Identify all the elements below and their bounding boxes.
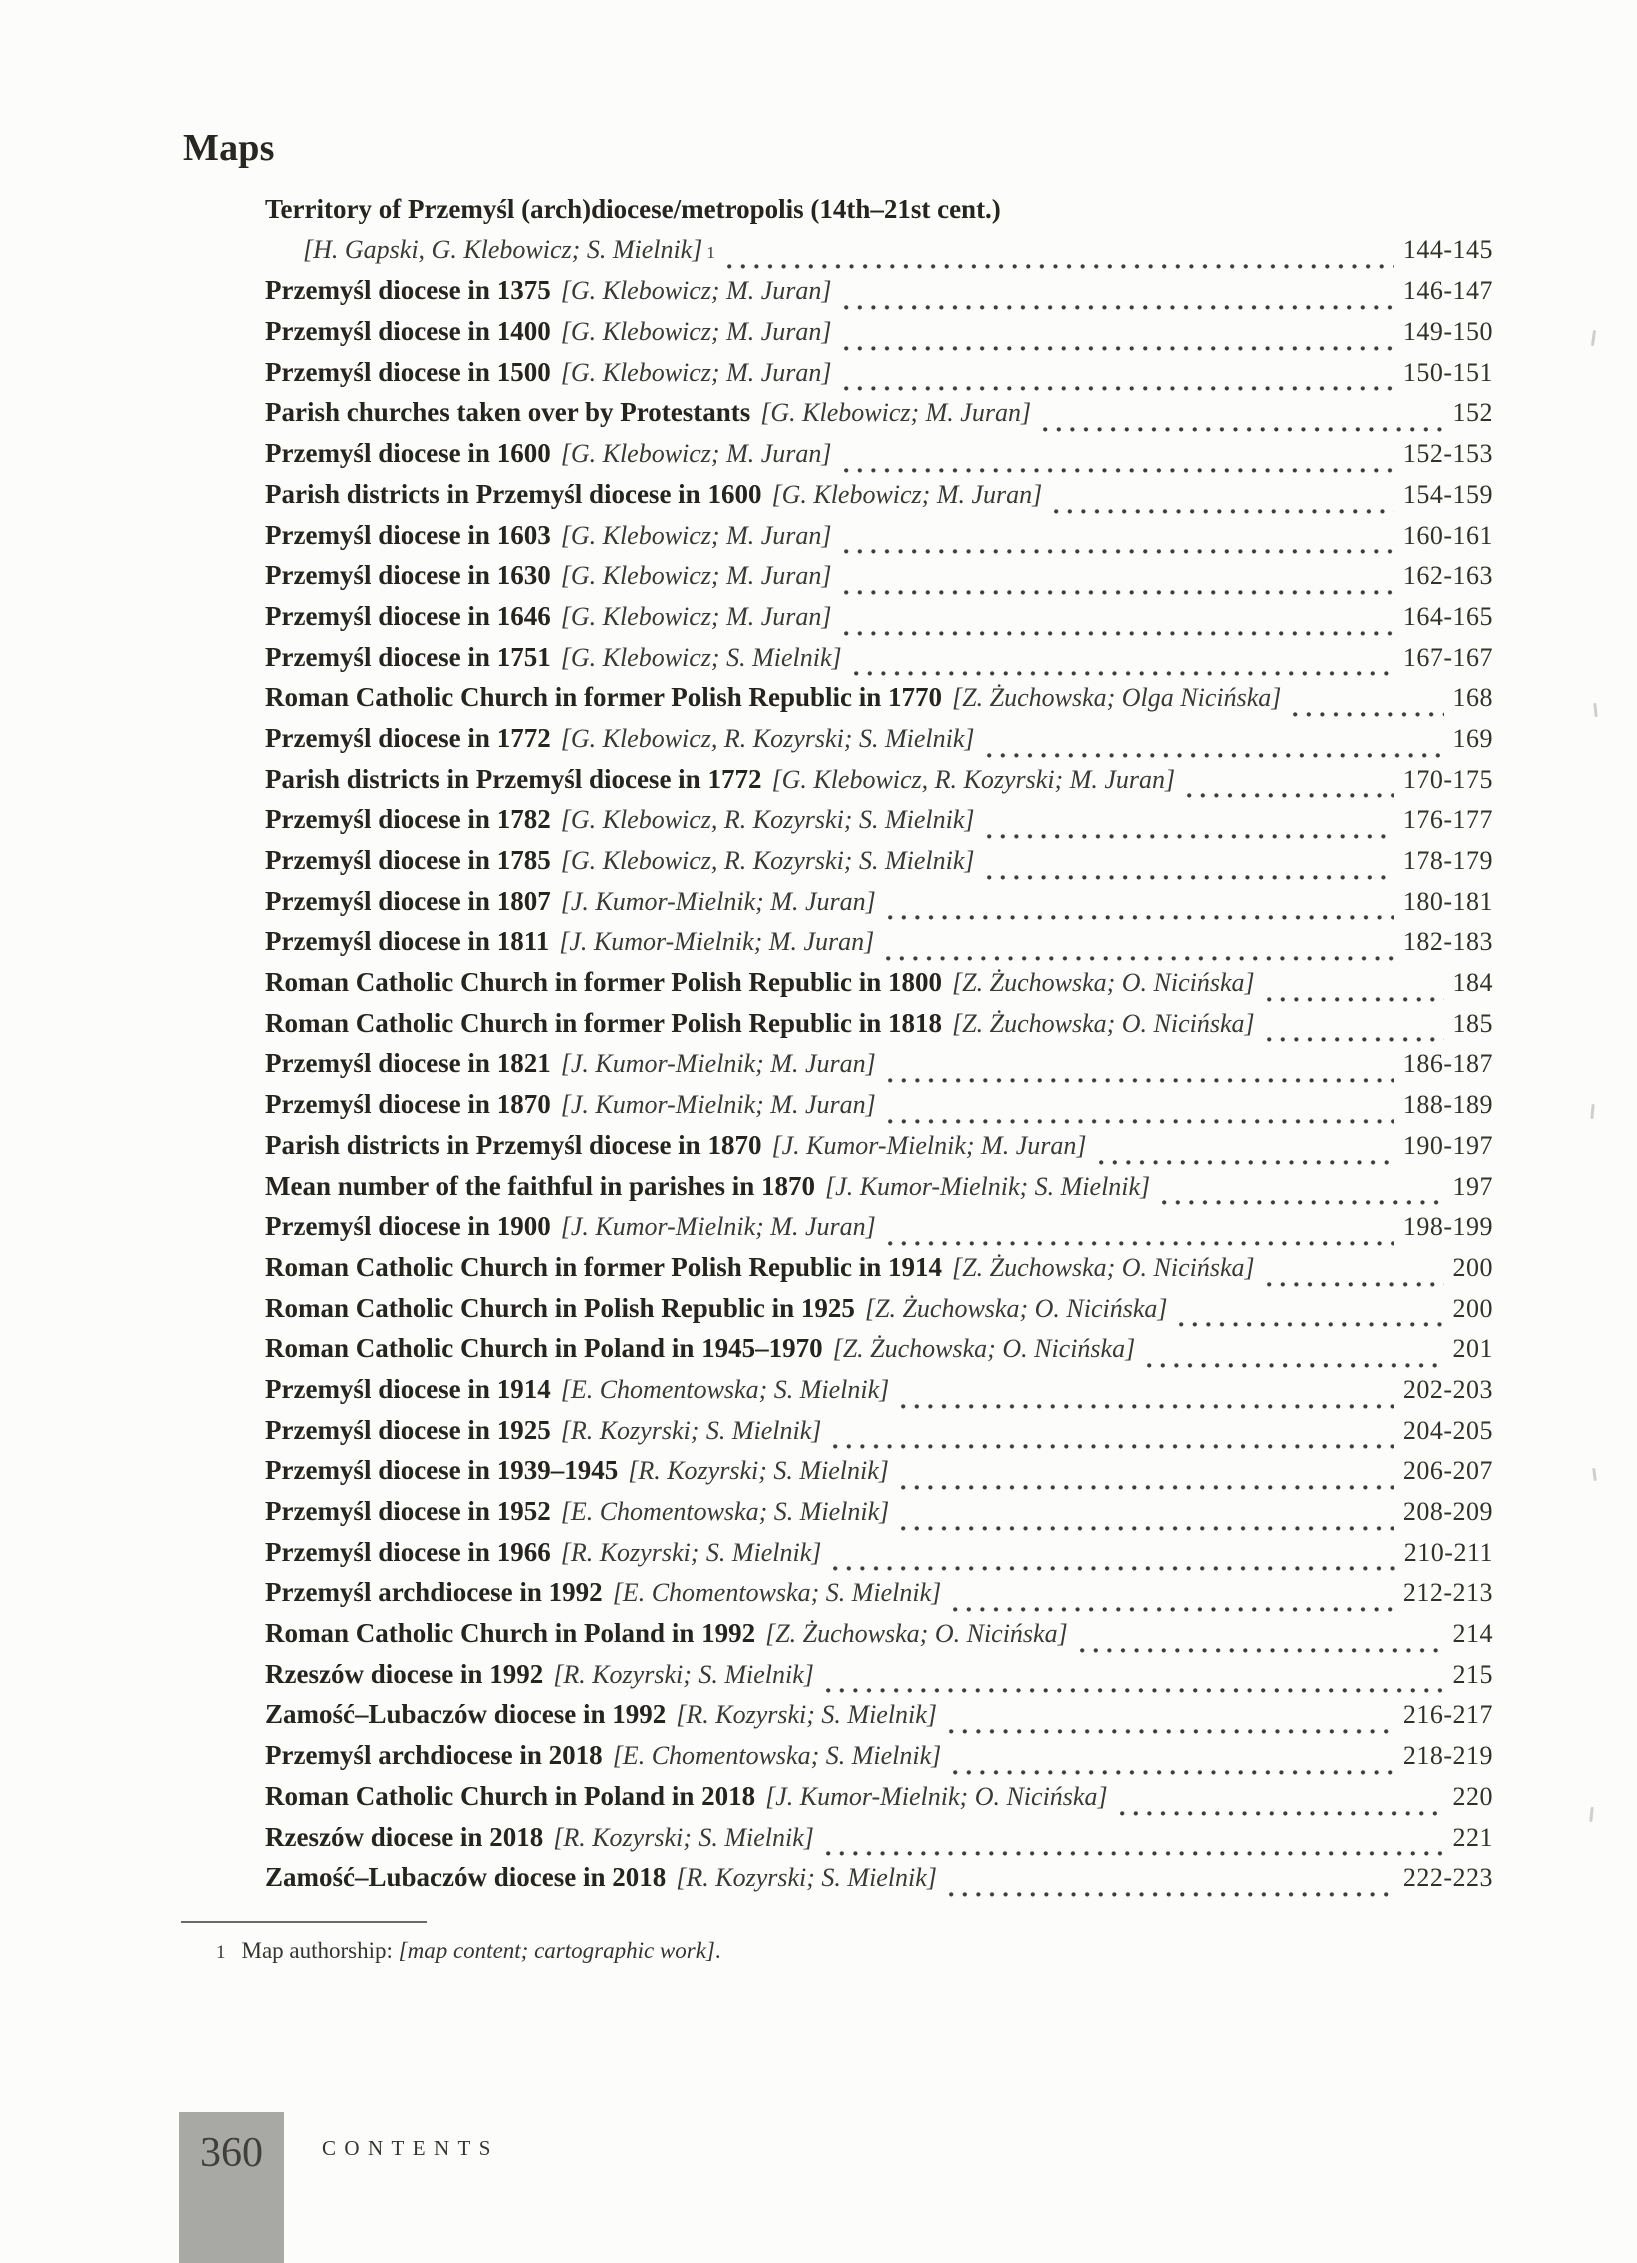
entry-pages: 170-175	[1402, 764, 1493, 794]
entry-pages: 154-159	[1402, 479, 1493, 509]
dot-leader	[833, 1444, 1393, 1449]
entry-title: Parish districts in Przemyśl diocese in 1772	[265, 763, 762, 794]
entry-authors: [J. Kumor-Mielnik; M. Juran]	[559, 927, 875, 957]
entry-authors: [R. Kozyrski; S. Mielnik]	[553, 1659, 814, 1689]
toc-entry	[265, 194, 1493, 235]
entry-authors: [G. Klebowicz; M. Juran]	[560, 276, 832, 306]
entry-title: Przemyśl diocese in 1751	[265, 641, 551, 672]
entry-pages: 200	[1452, 1293, 1493, 1323]
entry-authors: [R. Kozyrski; S. Mielnik]	[553, 1822, 814, 1852]
entry-authors: [G. Klebowicz; M. Juran]	[560, 317, 832, 347]
entry-authors: [Z. Żuchowska; O. Nicińska]	[952, 1252, 1255, 1282]
toc-entry	[265, 1618, 1493, 1659]
entry-title: Rzeszów diocese in 2018	[265, 1821, 544, 1852]
toc-entry	[265, 1659, 1493, 1700]
entry-title: Territory of Przemyśl (arch)diocese/metropolis (14th–21st cent.)	[265, 194, 1001, 224]
toc-entry	[265, 1537, 1493, 1578]
entry-title: Przemyśl diocese in 1600	[265, 438, 551, 469]
footnote-text: Map authorship:	[241, 1938, 399, 1963]
entry-title: Mean number of the faithful in parishes in 1870	[265, 1170, 816, 1201]
entry-pages: 160-161	[1402, 520, 1493, 550]
dot-leader	[987, 753, 1444, 758]
dot-leader	[949, 1892, 1394, 1897]
toc-entry	[265, 1496, 1493, 1537]
entry-pages: 178-179	[1402, 846, 1493, 875]
entry-title: Parish districts in Przemyśl diocese in 1600	[265, 478, 762, 509]
dot-leader	[1293, 712, 1443, 717]
entry-title: Przemyśl diocese in 1603	[265, 519, 551, 550]
page-number: 360	[200, 2130, 263, 2176]
entry-title: Przemyśl diocese in 1772	[265, 722, 551, 753]
entry-pages: 146-147	[1402, 276, 1493, 306]
entry-title: Roman Catholic Church in former Polish Republic in 1770	[265, 682, 943, 713]
entry-pages: 221	[1452, 1822, 1493, 1852]
toc-entry	[265, 1252, 1493, 1293]
entry-authors: [E. Chomentowska; S. Mielnik]	[612, 1741, 942, 1771]
entry-authors: [Z. Żuchowska; O. Nicińska]	[952, 968, 1255, 998]
entry-title: Przemyśl diocese in 1807	[265, 885, 551, 916]
entry-title: Przemyśl diocese in 1939–1945	[265, 1455, 619, 1486]
entry-title: Przemyśl diocese in 1966	[265, 1536, 551, 1567]
dot-leader	[844, 386, 1394, 391]
dot-leader	[1054, 509, 1394, 514]
entry-authors: [J. Kumor-Mielnik; M. Juran]	[560, 1090, 876, 1120]
entry-authors: [R. Kozyrski; S. Mielnik]	[676, 1863, 937, 1893]
footnote	[216, 1938, 721, 1964]
toc-entry	[265, 479, 1493, 520]
dot-leader	[1120, 1811, 1444, 1816]
entry-authors: [G. Klebowicz; M. Juran]	[760, 398, 1032, 428]
entry-authors: [G. Klebowicz; S. Mielnik]	[560, 642, 842, 672]
entry-pages: 218-219	[1402, 1741, 1493, 1771]
toc-entry	[265, 1008, 1493, 1049]
entry-title: Przemyśl diocese in 1821	[265, 1048, 551, 1079]
dot-leader	[1080, 1648, 1444, 1653]
entry-title: Przemyśl diocese in 1952	[265, 1496, 551, 1526]
entry-pages: 144-145	[1402, 234, 1493, 264]
entry-title: Przemyśl diocese in 1811	[265, 926, 550, 957]
entry-authors: [J. Kumor-Mielnik; M. Juran]	[560, 1212, 876, 1242]
toc-entry	[265, 1740, 1493, 1781]
entry-authors: [G. Klebowicz, R. Kozyrski; M. Juran]	[771, 764, 1176, 794]
toc-entry	[265, 1415, 1493, 1456]
entry-title: Zamość–Lubaczów diocese in 2018	[265, 1862, 667, 1893]
toc-entry	[265, 601, 1493, 642]
toc-list	[265, 194, 1493, 1903]
entry-title: Przemyśl diocese in 1375	[265, 275, 551, 306]
entry-title: Roman Catholic Church in former Polish Republic in 1818	[265, 1007, 943, 1038]
entry-authors: [G. Klebowicz; M. Juran]	[560, 439, 832, 469]
entry-pages: 149-150	[1402, 317, 1493, 347]
entry-pages: 180-181	[1402, 886, 1493, 916]
entry-title: Przemyśl diocese in 1900	[265, 1211, 551, 1242]
toc-entry	[265, 886, 1493, 927]
toc-entry	[265, 316, 1493, 357]
entry-pages: 220	[1452, 1781, 1493, 1811]
entry-authors: [Z. Żuchowska; O. Nicińska]	[864, 1293, 1168, 1323]
toc-entry	[265, 1048, 1493, 1089]
entry-title: Przemyśl diocese in 1782	[265, 804, 551, 835]
entry-authors: [E. Chomentowska; S. Mielnik]	[560, 1497, 890, 1526]
entry-authors: [Z. Żuchowska; O. Nicińska]	[952, 1008, 1255, 1038]
entry-authors: [Z. Żuchowska; Olga Nicińska]	[952, 683, 1282, 713]
toc-entry	[265, 1699, 1493, 1740]
dot-leader	[888, 1119, 1394, 1124]
page-number-block	[179, 2112, 284, 2263]
dot-leader	[1267, 1037, 1444, 1042]
entry-authors: [G. Klebowicz, R. Kozyrski; S. Mielnik]	[560, 805, 975, 835]
dot-leader	[1187, 793, 1394, 798]
entry-authors: [R. Kozyrski; S. Mielnik]	[628, 1456, 889, 1486]
footnote-reference: 1	[706, 242, 715, 262]
dot-leader	[844, 549, 1394, 554]
toc-entry	[265, 1374, 1493, 1415]
toc-entry	[265, 560, 1493, 601]
dot-leader	[826, 1688, 1444, 1693]
toc-entry	[265, 275, 1493, 316]
scan-artifact	[1591, 330, 1596, 346]
footnote-authorship-note: [map content; cartographic work]	[398, 1938, 715, 1963]
entry-title: Przemyśl diocese in 1630	[265, 560, 551, 591]
toc-entry	[265, 804, 1493, 845]
dot-leader	[844, 631, 1394, 636]
dot-leader	[1043, 427, 1443, 432]
toc-entry	[265, 1130, 1493, 1171]
toc-entry	[265, 1293, 1493, 1334]
maps-heading: Maps	[183, 127, 275, 169]
entry-title: Przemyśl diocese in 1870	[265, 1089, 551, 1120]
dot-leader	[953, 1770, 1394, 1775]
entry-authors: [J. Kumor-Mielnik; S. Mielnik]	[825, 1171, 1151, 1201]
entry-title: Przemyśl diocese in 1925	[265, 1414, 551, 1445]
dot-leader	[844, 590, 1394, 595]
running-footer-title: CONTENTS	[322, 2136, 499, 2160]
entry-authors: [G. Klebowicz; M. Juran]	[560, 520, 832, 550]
entry-title: Przemyśl diocese in 1914	[265, 1373, 551, 1404]
dot-leader	[1267, 1282, 1444, 1287]
entry-authors: [J. Kumor-Mielnik; M. Juran]	[560, 1049, 876, 1079]
toc-entry	[265, 1822, 1493, 1863]
dot-leader	[949, 1729, 1394, 1734]
entry-authors: [G. Klebowicz; M. Juran]	[560, 561, 832, 591]
entry-authors: [E. Chomentowska; S. Mielnik]	[560, 1374, 890, 1404]
entry-authors: [G. Klebowicz; M. Juran]	[560, 601, 832, 631]
entry-authors: [Z. Żuchowska; O. Nicińska]	[765, 1619, 1068, 1649]
footnote-marker: 1	[216, 1942, 226, 1963]
entry-authors: [G. Klebowicz; M. Juran]	[771, 479, 1043, 509]
entry-title: Roman Catholic Church in former Polish Republic in 1800	[265, 967, 943, 998]
dot-leader	[1162, 1200, 1443, 1205]
dot-leader	[987, 875, 1394, 880]
entry-pages: 184	[1452, 968, 1493, 998]
toc-entry	[265, 1862, 1493, 1903]
footnote-period: .	[714, 1938, 721, 1963]
dot-leader	[888, 915, 1394, 920]
entry-pages: 185	[1452, 1008, 1493, 1038]
entry-title: Przemyśl diocese in 1500	[265, 356, 551, 387]
entry-authors: [G. Klebowicz; M. Juran]	[560, 357, 832, 387]
scan-artifact	[1589, 1807, 1594, 1822]
dot-leader	[901, 1485, 1394, 1490]
entry-pages: 206-207	[1402, 1456, 1493, 1486]
entry-pages: 197	[1452, 1171, 1493, 1201]
entry-pages: 152-153	[1402, 439, 1493, 469]
toc-entry	[265, 1211, 1493, 1252]
toc-entry	[265, 1781, 1493, 1822]
toc-entry	[265, 1455, 1493, 1496]
entry-pages: 210-211	[1403, 1537, 1493, 1567]
dot-leader	[1147, 1363, 1443, 1368]
entry-pages: 164-165	[1402, 601, 1493, 631]
dot-leader	[886, 956, 1394, 961]
entry-pages: 214	[1452, 1619, 1493, 1649]
entry-title: Parish churches taken over by Protestants	[265, 397, 751, 428]
entry-authors: [Z. Żuchowska; O. Nicińska]	[832, 1334, 1136, 1364]
dot-leader	[844, 346, 1394, 351]
scan-artifact	[1593, 703, 1597, 717]
entry-pages: 208-209	[1402, 1497, 1493, 1526]
toc-entry	[265, 642, 1493, 683]
toc-entry	[265, 397, 1493, 438]
dot-leader	[901, 1404, 1394, 1409]
toc-entry	[265, 357, 1493, 398]
entry-authors: [E. Chomentowska; S. Mielnik]	[612, 1578, 942, 1608]
entry-pages: 222-223	[1402, 1863, 1493, 1893]
entry-pages: 188-189	[1402, 1090, 1493, 1120]
entry-title: Roman Catholic Church in Polish Republic in 1925	[265, 1292, 855, 1323]
entry-title: Roman Catholic Church in Poland in 1992	[265, 1618, 756, 1649]
entry-pages: 150-151	[1402, 357, 1493, 387]
entry-pages: 176-177	[1402, 805, 1493, 835]
entry-authors: [R. Kozyrski; S. Mielnik]	[676, 1700, 937, 1730]
toc-entry	[265, 1089, 1493, 1130]
entry-pages: 201	[1452, 1334, 1493, 1364]
scan-artifact	[1592, 1468, 1597, 1481]
entry-pages: 182-183	[1402, 927, 1493, 957]
entry-pages: 215	[1452, 1659, 1493, 1689]
entry-title: Przemyśl archdiocese in 1992	[265, 1577, 603, 1608]
entry-pages: 216-217	[1402, 1700, 1493, 1730]
entry-pages: 169	[1452, 723, 1493, 753]
entry-title: Parish districts in Przemyśl diocese in 1870	[265, 1129, 762, 1160]
toc-entry	[265, 438, 1493, 479]
toc-entry	[265, 845, 1493, 886]
entry-pages: 190-197	[1402, 1130, 1493, 1160]
entry-pages: 212-213	[1402, 1578, 1493, 1608]
entry-pages: 186-187	[1402, 1049, 1493, 1079]
dot-leader	[844, 468, 1394, 473]
dot-leader	[888, 1241, 1394, 1246]
entry-title: Zamość–Lubaczów diocese in 1992	[265, 1699, 667, 1730]
entry-authors: [G. Klebowicz, R. Kozyrski; S. Mielnik]	[560, 846, 975, 875]
entry-title: Przemyśl diocese in 1646	[265, 600, 551, 631]
entry-pages: 198-199	[1402, 1212, 1493, 1242]
dot-leader	[888, 1078, 1394, 1083]
dot-leader	[844, 305, 1394, 310]
toc-entry	[265, 967, 1493, 1008]
entry-authors: [G. Klebowicz, R. Kozyrski; S. Mielnik]	[560, 723, 975, 753]
entry-title: Roman Catholic Church in former Polish Republic in 1914	[265, 1251, 943, 1282]
entry-authors: [R. Kozyrski; S. Mielnik]	[560, 1537, 822, 1567]
entry-title: Przemyśl diocese in 1785	[265, 845, 551, 875]
toc-entry	[265, 520, 1493, 561]
entry-pages: 168	[1452, 683, 1493, 713]
toc-entry	[265, 682, 1493, 723]
toc-entry	[265, 723, 1493, 764]
dot-leader	[901, 1526, 1394, 1531]
entry-title: Roman Catholic Church in Poland in 1945–1970	[265, 1333, 823, 1364]
dot-leader	[826, 1851, 1444, 1856]
dot-leader	[1099, 1160, 1394, 1165]
entry-authors: [J. Kumor-Mielnik; O. Nicińska]	[765, 1781, 1108, 1811]
entry-title: Roman Catholic Church in Poland in 2018	[265, 1780, 756, 1811]
entry-pages: 167-167	[1402, 642, 1493, 672]
dot-leader	[1267, 997, 1444, 1002]
entry-pages: 200	[1452, 1252, 1493, 1282]
entry-title: Przemyśl archdiocese in 2018	[265, 1740, 603, 1771]
entry-authors: [H. Gapski, G. Klebowicz; S. Mielnik]	[303, 234, 703, 264]
entry-pages: 162-163	[1402, 561, 1493, 591]
toc-entry	[265, 1171, 1493, 1212]
dot-leader	[727, 264, 1394, 269]
dot-leader	[833, 1566, 1394, 1571]
dot-leader	[854, 671, 1394, 676]
dot-leader	[987, 834, 1394, 839]
entry-pages: 202-203	[1402, 1374, 1493, 1404]
entry-title: Przemyśl diocese in 1400	[265, 316, 551, 347]
entry-authors: [J. Kumor-Mielnik; M. Juran]	[560, 886, 876, 916]
entry-authors: [J. Kumor-Mielnik; M. Juran]	[771, 1130, 1087, 1160]
toc-entry	[265, 764, 1493, 805]
toc-entry	[265, 926, 1493, 967]
toc-entry	[265, 1333, 1493, 1374]
entry-title: Rzeszów diocese in 1992	[265, 1658, 544, 1689]
entry-authors: [R. Kozyrski; S. Mielnik]	[560, 1415, 822, 1445]
scan-artifact	[1590, 1104, 1594, 1119]
toc-entry	[265, 1577, 1493, 1618]
toc-entry-continuation	[265, 235, 1493, 276]
entry-pages: 152	[1452, 398, 1493, 428]
dot-leader	[953, 1607, 1394, 1612]
dot-leader	[1179, 1322, 1443, 1327]
entry-pages: 204-205	[1402, 1415, 1493, 1445]
footnote-rule	[181, 1921, 427, 1923]
